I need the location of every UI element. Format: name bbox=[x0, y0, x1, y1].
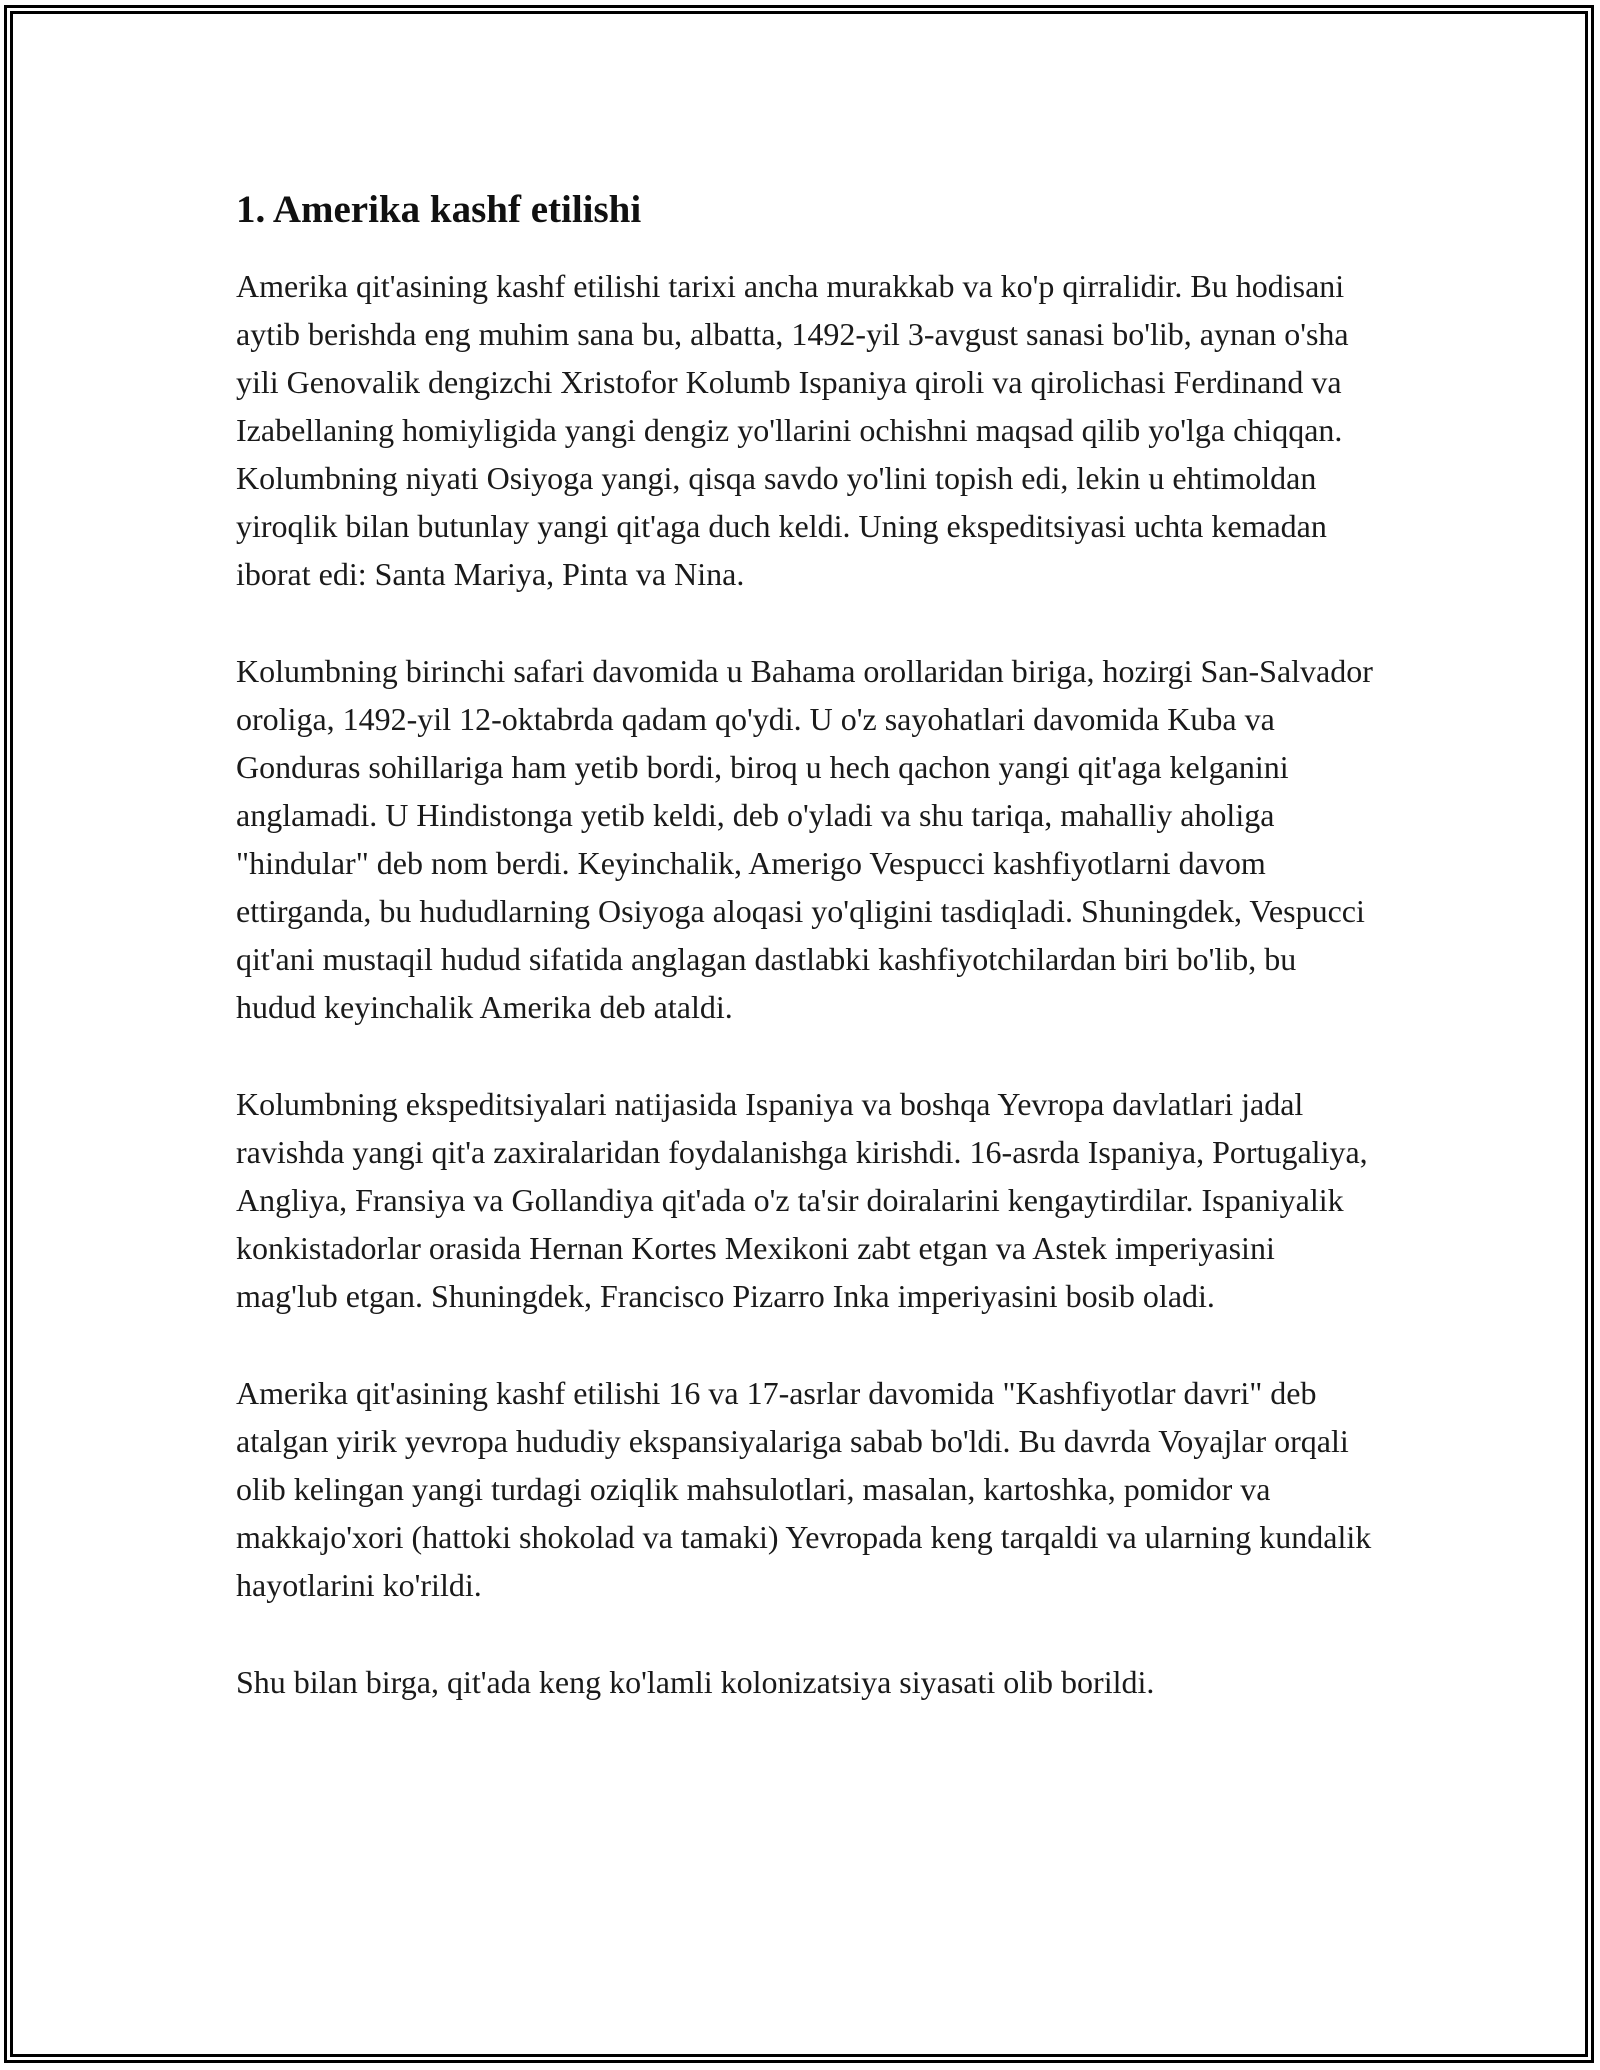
document-body bbox=[236, 186, 1374, 1706]
paragraph-4: Amerika qit'asining kashf etilishi 16 va 17-asrlar davomida "Kashfiyotlar davri" deb atalgan yirik yevropa hududiy ekspansiyalariga sabab bo'ldi. Bu davrda Voyajlar orqali olib kelingan yangi turdagi oziqlik mahsulotlari, masalan, kartoshka, pomidor va makkajo'xori (hattoki shokolad va tamaki) Yevropada keng tarqaldi va ularning kundalik hayotlarini ko'rildi. bbox=[236, 1375, 1372, 1603]
paragraph-3: Kolumbning ekspeditsiyalari natijasida Ispaniya va boshqa Yevropa davlatlari jadal ravishda yangi qit'a zaxiralaridan foydalanishga kirishdi. 16-asrda Ispaniya, Portugaliya, Angliya, Fransiya va Gollandiya qit'ada o'z ta'sir doiralarini kengaytirdilar. Ispaniyalik konkistadorlar orasida Hernan Kortes Mexikoni zabt etgan va Astek imperiyasini mag'lub etgan. Shuningdek, Francisco Pizarro Inka imperiyasini bosib oladi. bbox=[236, 1086, 1368, 1314]
paragraph-1: Amerika qit'asining kashf etilishi tarixi ancha murakkab va ko'p qirralidir. Bu hodisani aytib berishda eng muhim sana bu, albatta, 1492-yil 3-avgust sanasi bo'lib, aynan o'sha yili Genovalik dengizchi Xristofor Kolumb Ispaniya qiroli va qirolichasi Ferdinand va Izabellaning homiyligida yangi dengiz yo'llarini ochishni maqsad qilib yo'lga chiqqan. Kolumbning niyati Osiyoga yangi, qisqa savdo yo'lini topish edi, lekin u ehtimoldan yiroqlik bilan butunlay yangi qit'aga duch keldi. Uning ekspeditsiyasi uchta kemadan iborat edi: Santa Mariya, Pinta va Nina. bbox=[236, 268, 1349, 592]
document-title: 1. Amerika kashf etilishi bbox=[236, 188, 642, 231]
paragraph-2: Kolumbning birinchi safari davomida u Bahama orollaridan biriga, hozirgi San-Salvador oroliga, 1492-yil 12-oktabrda qadam qo'ydi. U o'z sayohatlari davomida Kuba va Gonduras sohillariga ham yetib bordi, biroq u hech qachon yangi qit'aga kelganini anglamadi. U Hindistonga yetib keldi, deb o'yladi va shu tariqa, mahalliy aholiga "hindular" deb nom berdi. Keyinchalik, Amerigo Vespucci kashfiyotlarni davom ettirganda, bu hududlarning Osiyoga aloqasi yo'qligini tasdiqladi. Shuningdek, Vespucci qit'ani mustaqil hudud sifatida anglagan dastlabki kashfiyotchilardan biri bo'lib, bu hudud keyinchalik Amerika deb ataldi. bbox=[236, 653, 1373, 1025]
paragraph-5: Shu bilan birga, qit'ada keng ko'lamli kolonizatsiya siyasati olib borildi. bbox=[236, 1664, 1155, 1700]
